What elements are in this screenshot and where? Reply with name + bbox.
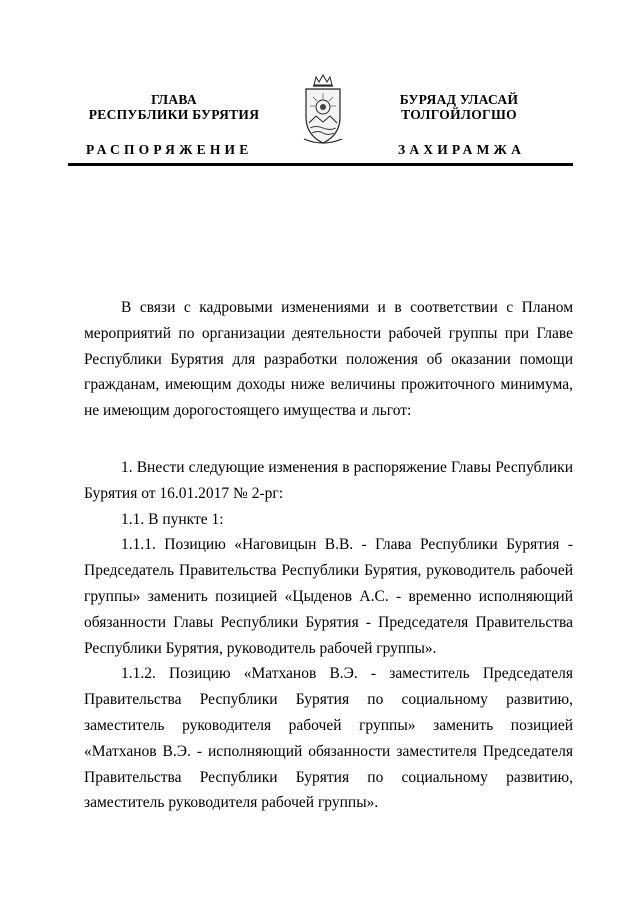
- paragraph-1-1: 1.1. В пункте 1:: [121, 510, 224, 528]
- header-right: [384, 92, 534, 122]
- paragraph-1: 1. Внести следующие изменения в распоряжение Главы Республики Бурятия от 16.01.2017 № 2-рг:: [84, 459, 573, 502]
- paragraph-1-1-1: 1.1.1. Позицию «Наговицын В.В. - Глава Республики Бурятия - Председатель Правительства Республики Бурятия, руководитель рабочей группы» заменить позицией «Цыденов А.С. - временно исполняющий обязанности Главы Республики Бурятия - Председателя Правительства Республики Бурятия, руководитель рабочей группы».: [84, 536, 573, 657]
- header-right-line2: ТОЛГОЙЛОГШО: [401, 107, 517, 122]
- paragraph-1-1-2: 1.1.2. Позицию «Матханов В.Э. - заместитель Председателя Правительства Республики Бурятия по социальному развитию, заместитель руководителя рабочей группы» заменить позицией «Матханов В.Э. - исполняющий обязанности заместителя Председателя Правительства Республики Бурятия по социальному развитию, заместитель руководителя рабочей группы».: [84, 665, 573, 812]
- header-left-line2: РЕСПУБЛИКИ БУРЯТИЯ: [88, 107, 260, 122]
- header-left-line1: ГЛАВА: [151, 92, 197, 107]
- document-type-bua: ЗАХИРАМЖА: [398, 142, 526, 157]
- coat-of-arms-icon: [298, 73, 348, 147]
- points-section: [84, 455, 573, 816]
- header-divider: [68, 163, 573, 166]
- header-right-line1: БУРЯАД УЛАСАЙ: [399, 92, 519, 107]
- header-left: [84, 92, 264, 122]
- document-type-ru: РАСПОРЯЖЕНИЕ: [86, 142, 253, 157]
- intro-section: [84, 295, 573, 424]
- intro-paragraph: В связи с кадровыми изменениями и в соответствии с Планом мероприятий по организации деятельности рабочей группы при Главе Республики Бурятия для разработки положения об оказании помощи гражданам, имеющим доходы ниже величины прожиточного минимума, не имеющим дорогостоящего имущества и льгот:: [84, 299, 573, 420]
